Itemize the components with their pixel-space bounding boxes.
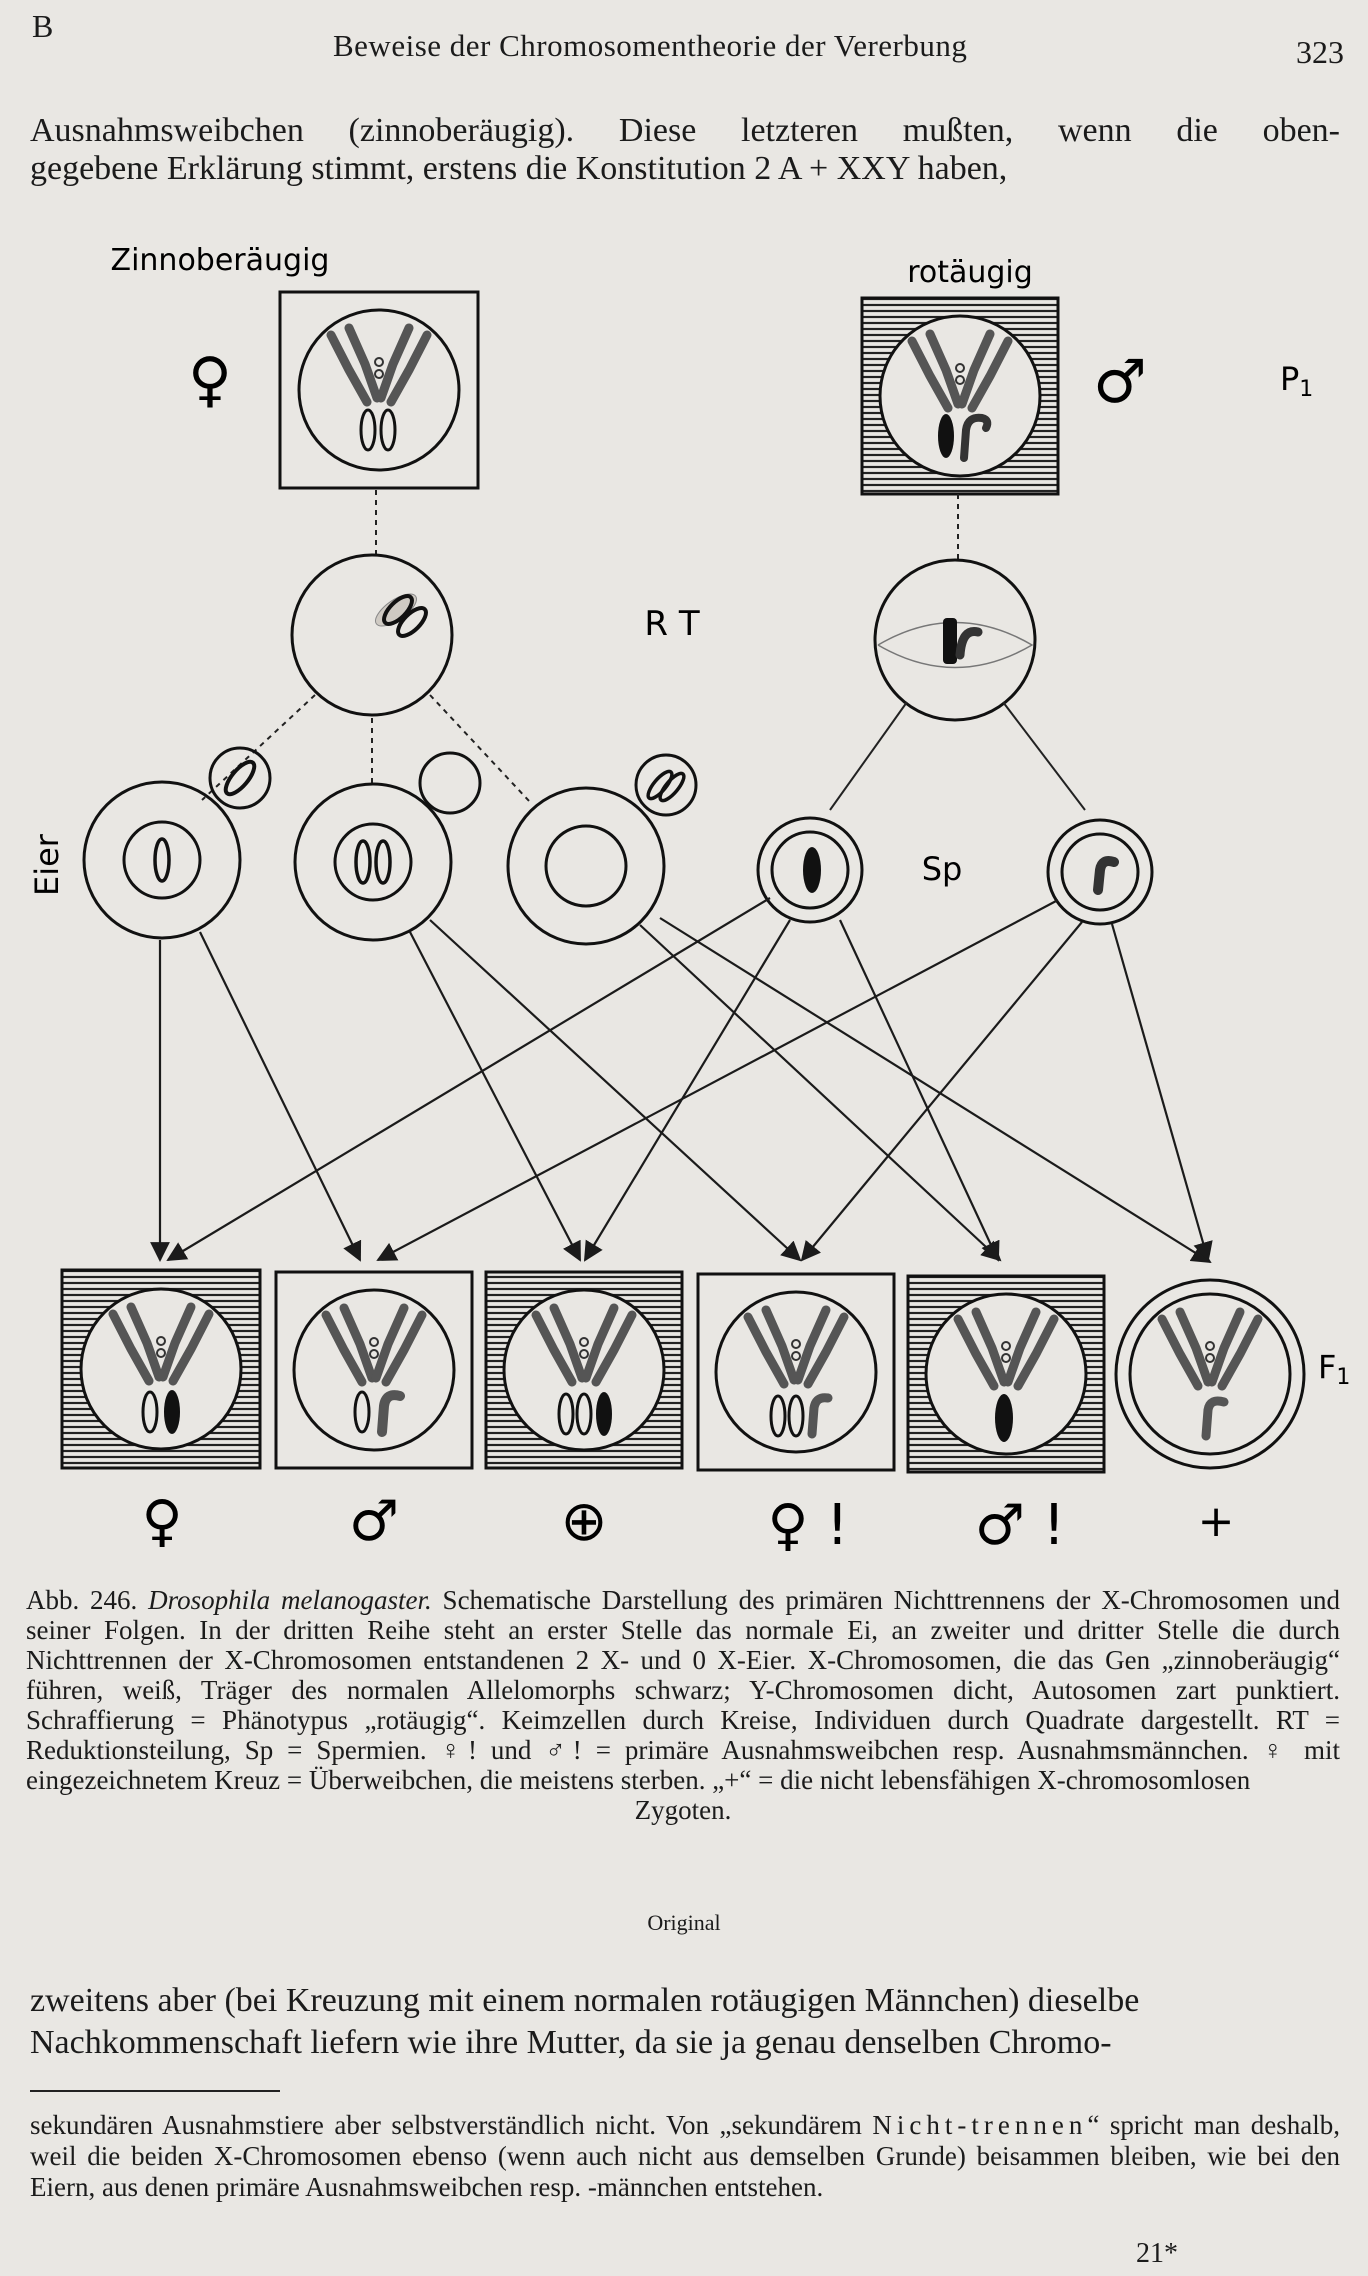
sperm-x [758,818,862,922]
body-line-1: zweitens aber (bei Kreuzung mit einem normalen rotäugigen Männchen) dieselbe [30,1982,1140,2019]
label-zinnoberaeugig: Zinnoberäugig [110,243,330,278]
f1-6-nonviable [1116,1280,1304,1468]
egg-2x [295,784,451,940]
caption-text: Schematische Darstellung des primären Nichttrennens der X-Chromosomen und seiner Folgen. In der dritten Reihe steht an erster Stelle das normale Ei, an zweiter und dritter Stelle die durch Nichttrennen der X-Chromosomen entstandenen 2 X- und 0 X-Eier. X-Chromosomen, die das Gen „zinnoberäugig“ führen, weiß, Träger des normalen Allelomorphs schwarz; Y-Chromosomen dicht, Autosomen zart punktiert. Schraffierung = Phänotypus „rotäugig“. Keimzellen durch Kreise, Individuen durch Quadrate dargestellt. RT = Reduktionsteilung, Sp = Spermien. ♀! und ♂! = primäre Ausnahmsweibchen resp. Ausnahmsmännchen. ♀ mit eingezeichnetem Kreuz = Überweibchen, die meistens sterben. „+“ = die nicht lebensfähigen X-chromosomlosen [26,1585,1341,1795]
label-rt: R T [644,604,700,644]
figure-246 [0,230,1368,1560]
body-line-2: Nachkommenschaft liefern wie ihre Mutter, da sie ja genau denselben Chromo- [30,2024,1112,2061]
female-symbol-p1: ♀ [188,345,232,415]
f1-symbol-1: ♀ [141,1489,183,1554]
f1-2-male [276,1272,472,1468]
f1-4-exception-female [698,1274,894,1470]
caption-original: Original [647,1910,721,1935]
caption-last-line: Zygoten. [634,1795,732,1825]
f1-5-exception-male [908,1276,1104,1472]
running-title: Beweise der Chromosomentheorie der Vererbung [333,28,968,63]
f1-3-superfemale [486,1272,682,1468]
intro-line-2: gegebene Erklärung stimmt, erstens die Konstitution 2 A + XXY haben, [30,150,1008,187]
label-p1: P1 [1280,360,1314,402]
cross-arrows [160,898,1210,1262]
label-eier: Eier [28,834,66,896]
f1-symbol-2: ♂ [348,1489,400,1554]
footnote: sekundären Ausnahmstiere aber selbstverständlich nicht. Von „sekundärem Nicht-trennen“ spricht man deshalb, weil die beiden X-Chromosomen ebenso (wenn auch nicht aus demselben Grunde) beisammen bleiben, wie bei den Eiern, aus denen primäre Ausnahmsweibchen resp. -männchen entstehen. [30,2110,1340,2202]
section-letter: B [32,8,54,44]
caption-species: Drosophila melanogaster. [148,1585,432,1615]
polar-body-3 [636,755,696,815]
male-symbol-p1: ♂ [1093,347,1147,417]
parent-male-box [862,298,1058,494]
polar-body-2 [420,753,480,813]
f1-symbol-6: + [1197,1496,1235,1547]
f1-symbol-5: ♂ ! [974,1493,1066,1558]
sperm-y [1048,820,1152,924]
f1-symbol-4: ♀ ! [767,1493,849,1558]
label-f1: F1 [1318,1348,1351,1390]
rt-cell-male [875,560,1035,720]
f1-1-female [62,1270,260,1468]
egg-normal [84,782,240,938]
egg-0x [508,788,664,944]
parent-female-box [280,292,478,488]
figure-caption [26,1585,1340,1825]
label-rotaeugig: rotäugig [907,255,1033,290]
polar-body-1 [210,748,270,808]
signature-mark: 21* [1136,2238,1178,2269]
page-number: 323 [1296,34,1344,70]
f1-symbol-3: ⊕ [560,1489,608,1554]
caption-lead: Abb. 246. [26,1585,138,1615]
label-sp: Sp [921,850,963,888]
rt-cell-female [292,555,452,715]
footnote-rule [30,2090,280,2092]
intro-line-1: Ausnahmsweibchen (zinnoberäugig). Diese letzteren mußten, wenn die oben- [30,112,1340,149]
